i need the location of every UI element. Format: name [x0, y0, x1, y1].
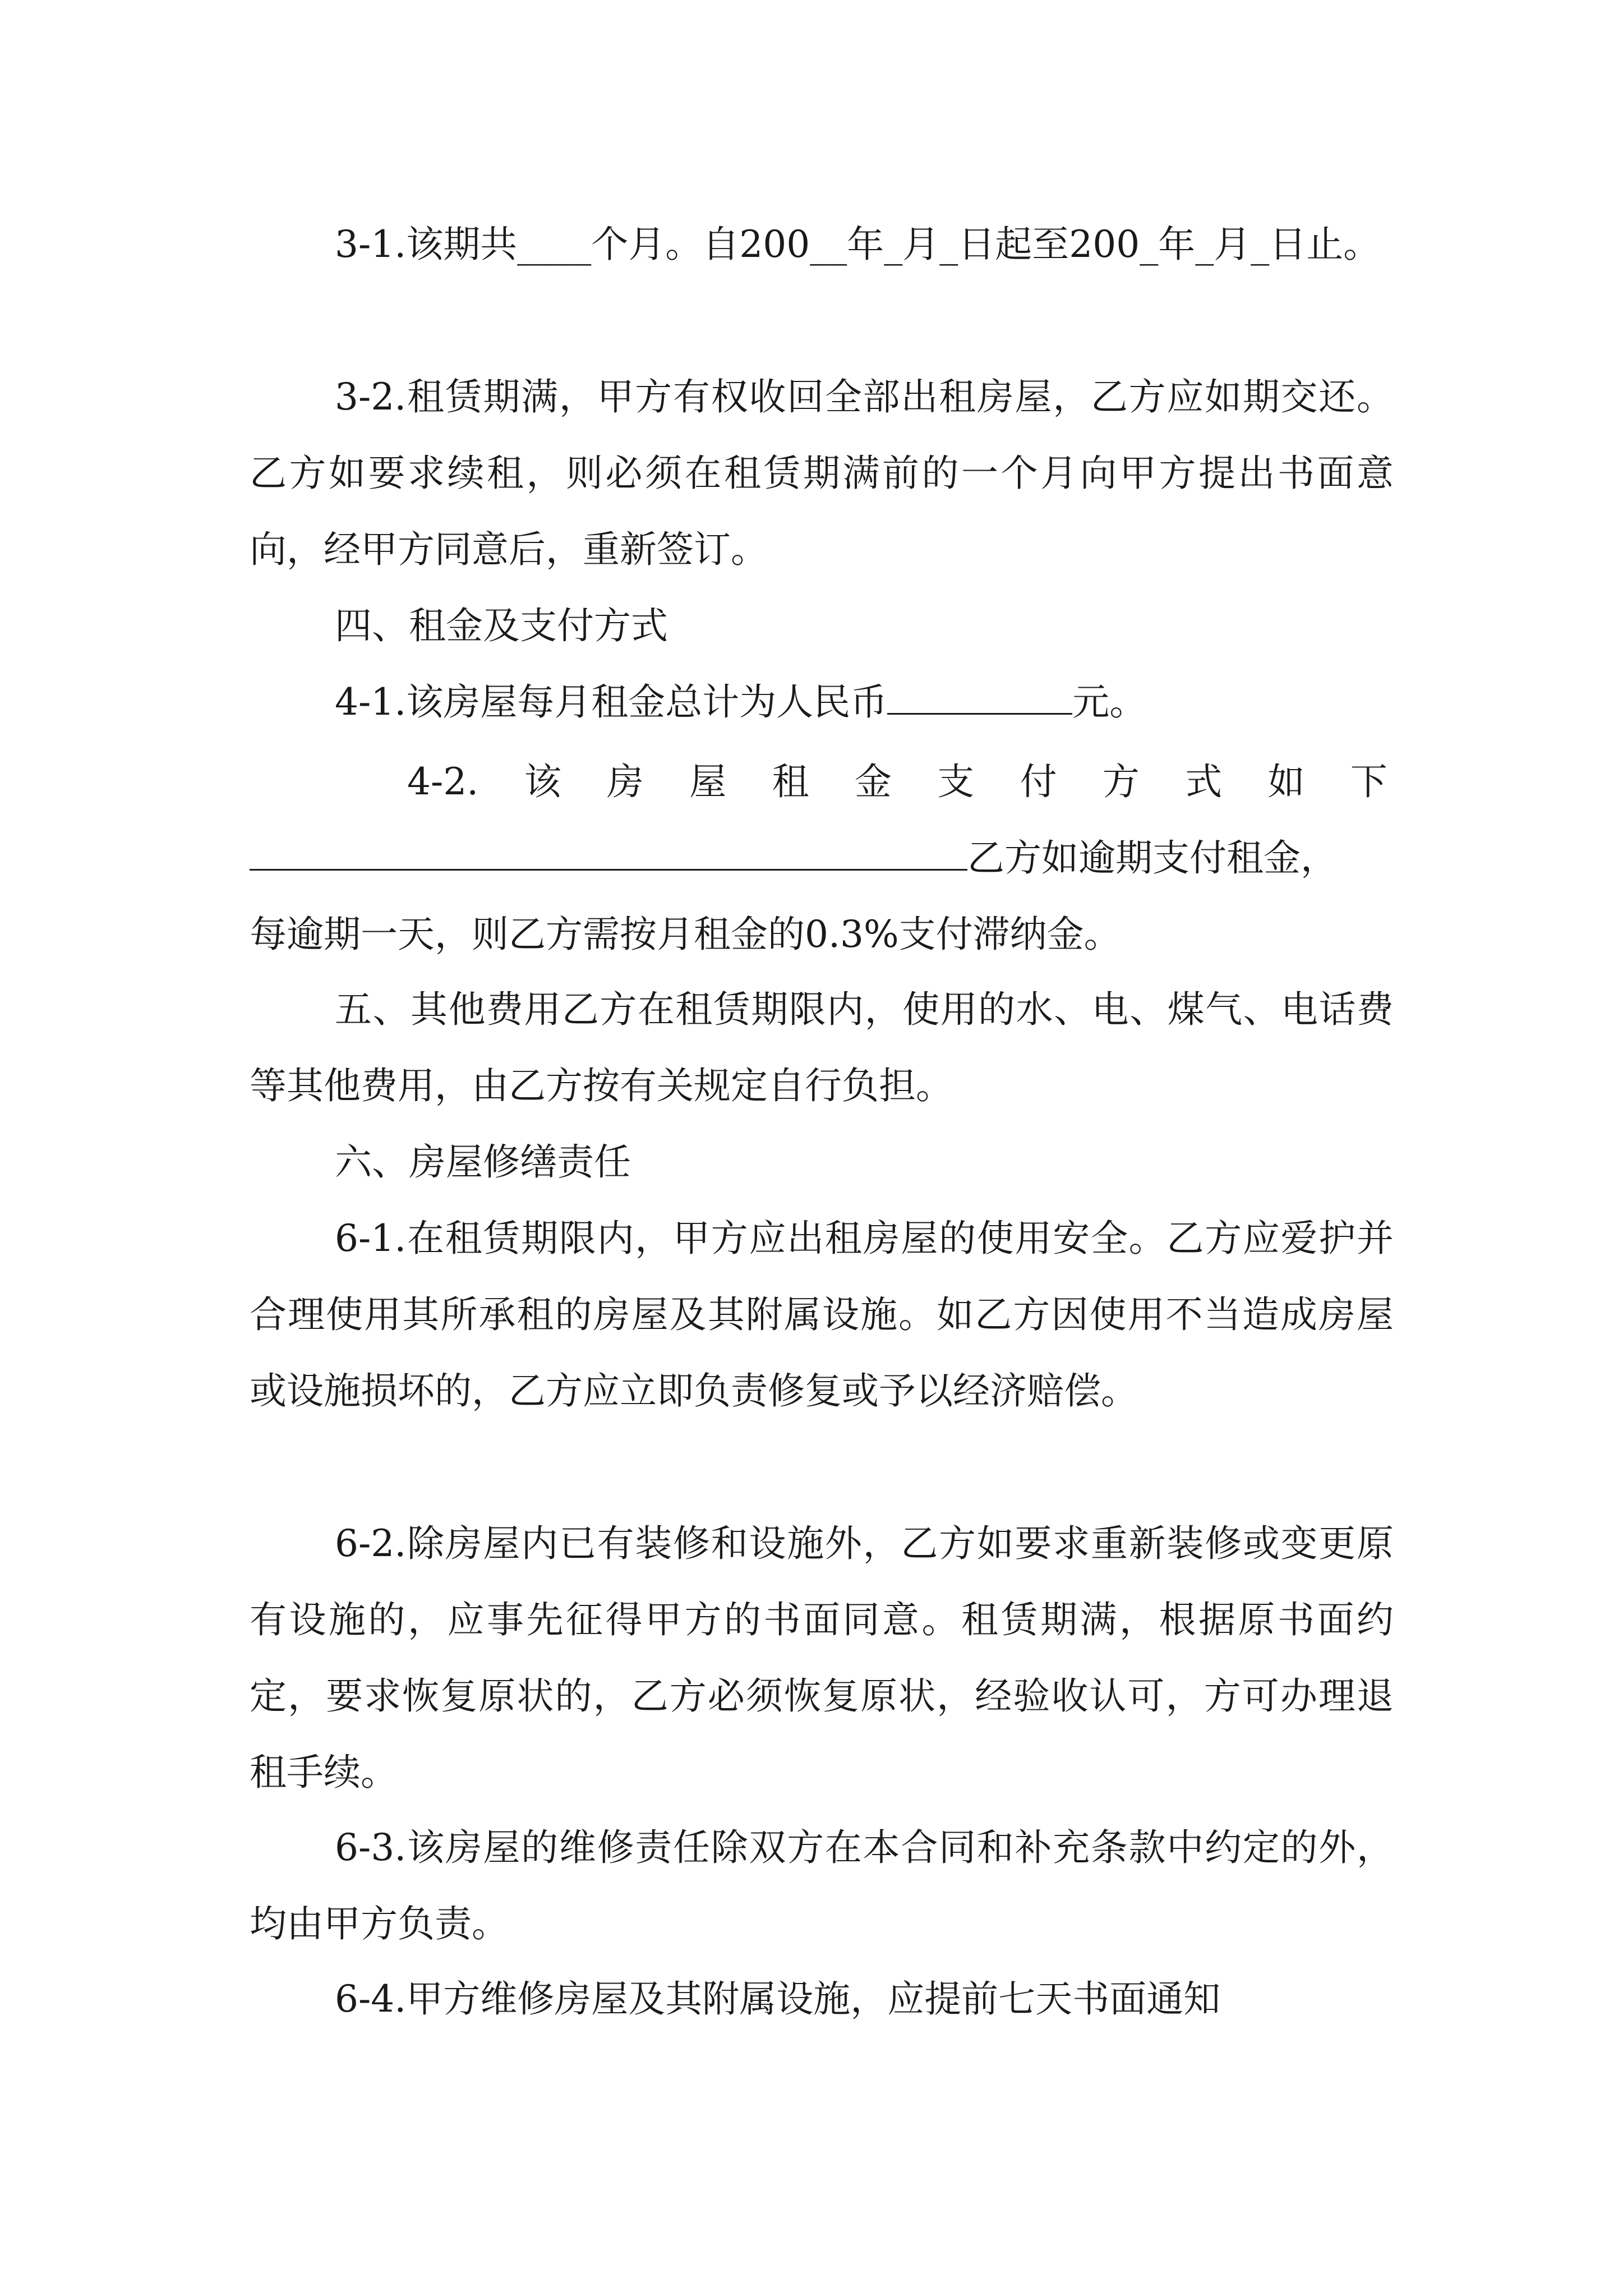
clause-3-1: 3-1.该期共____个月。自200__年_月_日起至200_年_月_日止。 — [335, 223, 1381, 266]
clause-6-2: 6-2.除房屋内已有装修和设施外，乙方如要求重新装修或变更原有设施的，应事先征得甲方的书面同意。租赁期满，根据原书面约定，要求恢复原状的，乙方必须恢复原状，经验收认可，方可办理退租手续。 — [250, 1522, 1394, 1794]
section-5-clause: 五、其他费用乙方在租赁期限内，使用的水、电、煤气、电话费等其他费用，由乙方按有关规定自行负担。 — [250, 988, 1394, 1107]
clause-6-3: 6-3.该房屋的维修责任除双方在本合同和补充条款中约定的外，均由甲方负责。 — [250, 1826, 1394, 1945]
clause-4-1: 4-1.该房屋每月租金总计为人民币 元。 — [250, 664, 1394, 740]
clause-4-2-first-line: 4-2. 该 房 屋 租 金 支 付 方 式 如 下 — [407, 760, 1387, 803]
rent-amount-blank — [887, 678, 1072, 715]
clause-3-2: 3-2.租赁期满，甲方有权收回全部出租房屋，乙方应如期交还。乙方如要求续租，则必须在租赁期满前的一个月向甲方提出书面意向，经甲方同意后，重新签订。 — [250, 375, 1394, 571]
clause-6-1: 6-1.在租赁期限内，甲方应出租房屋的使用安全。乙方应爱护并合理使用其所承租的房屋及其附属设施。如乙方因使用不当造成房屋或设施损坏的，乙方应立即负责修复或予以经济赔偿。 — [250, 1217, 1394, 1412]
clause-6-4: 6-4.甲方维修房屋及其附属设施，应提前七天书面通知 — [335, 1977, 1221, 2021]
clause-4-2-payment-line: 乙方如逾期支付租金， — [250, 820, 1394, 896]
section-4-heading: 四、租金及支付方式 — [335, 604, 668, 647]
payment-method-blank — [250, 834, 967, 871]
section-6-heading: 六、房屋修缮责任 — [335, 1140, 631, 1184]
clause-4-2-late-fee: 每逾期一天，则乙方需按月租金的0.3%支付滞纳金。 — [250, 913, 1121, 956]
